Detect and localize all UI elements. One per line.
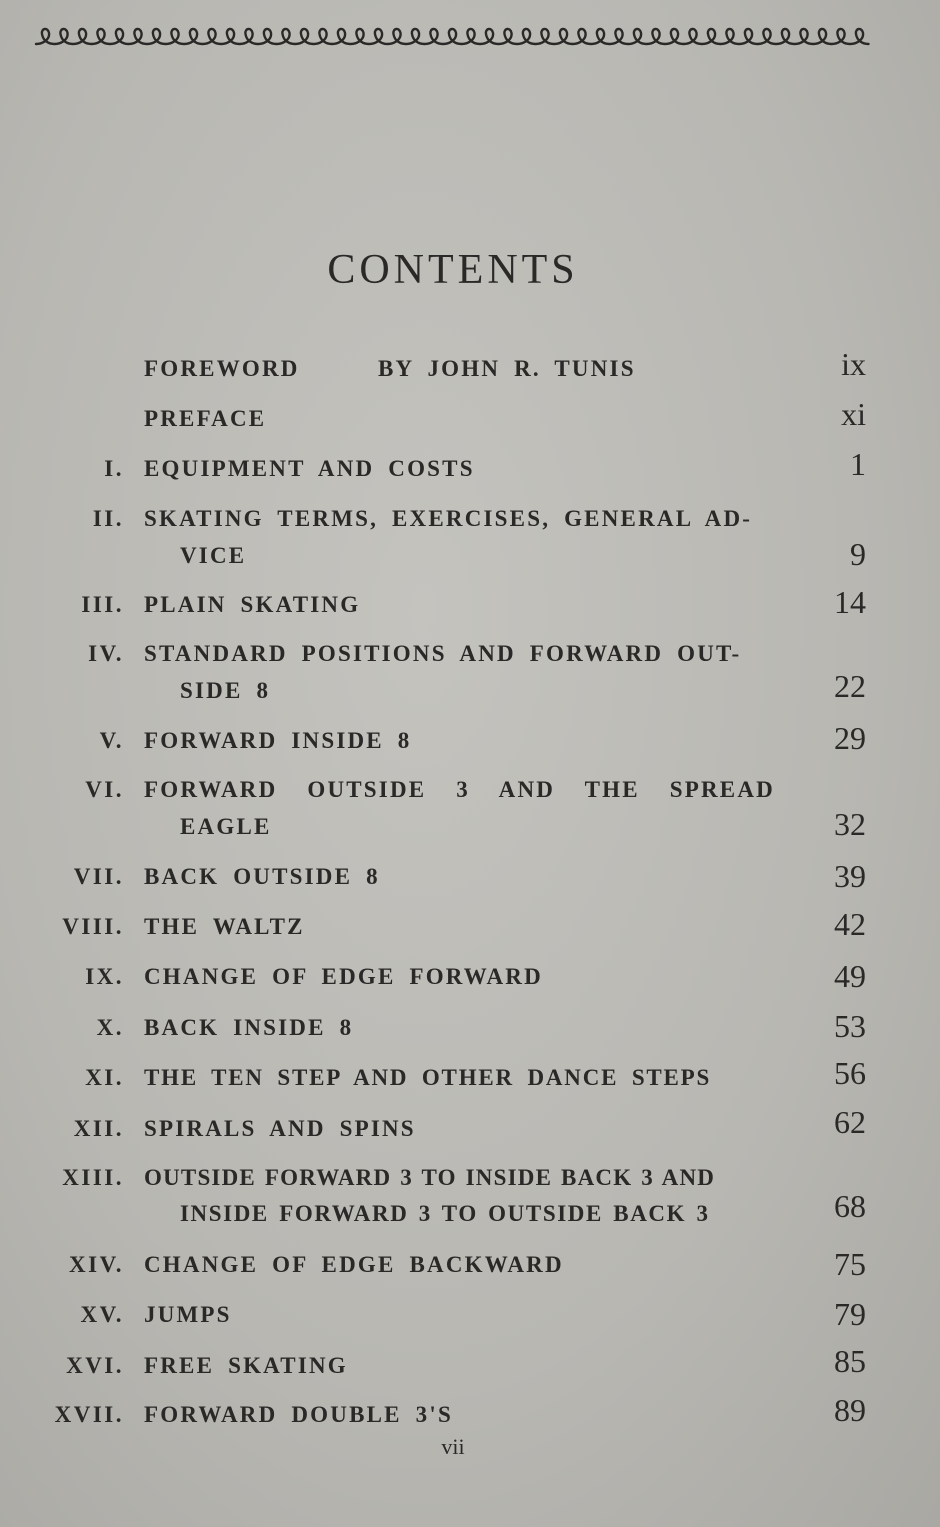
entry-number: XIII.	[62, 1165, 124, 1190]
entry-page: ix	[841, 346, 866, 382]
entry-page: 56	[834, 1055, 866, 1091]
entry-number: VI.	[85, 777, 124, 802]
entry-page: xi	[841, 396, 866, 432]
entry-number: XVI.	[66, 1353, 124, 1378]
entry-title-continuation: VICE	[180, 543, 247, 568]
entry-number: XI.	[85, 1065, 124, 1090]
entry-title: BACK INSIDE 8	[144, 1015, 354, 1040]
entry-title: FORWARD INSIDE 8	[144, 728, 412, 753]
entry-page: 42	[834, 906, 866, 942]
entry-title: FOREWORD	[144, 356, 300, 381]
entry-title: CHANGE OF EDGE BACKWARD	[144, 1252, 564, 1277]
entry-page: 75	[834, 1246, 866, 1282]
entry-title: THE TEN STEP AND OTHER DANCE STEPS	[144, 1065, 712, 1090]
decorative-loop-border	[34, 22, 870, 52]
entry-title: THE WALTZ	[144, 914, 305, 939]
page-title: CONTENTS	[327, 247, 579, 293]
page-number: vii	[441, 1434, 465, 1459]
entry-title: FORWARD OUTSIDE 3 AND THE SPREAD	[144, 777, 775, 802]
entry-number: XV.	[80, 1302, 124, 1327]
entry-number: II.	[92, 506, 124, 531]
entry-title-continuation: SIDE 8	[180, 678, 271, 703]
entry-page: 39	[834, 858, 866, 894]
entry-title: FREE SKATING	[144, 1353, 348, 1378]
entry-page: 53	[834, 1008, 866, 1044]
entry-title: BACK OUTSIDE 8	[144, 864, 380, 889]
entry-page: 9	[850, 536, 866, 572]
entry-page: 79	[834, 1296, 866, 1332]
entry-page: 29	[834, 720, 866, 756]
entry-number: IX.	[85, 964, 124, 989]
entry-title: SKATING TERMS, EXERCISES, GENERAL AD-	[144, 506, 753, 531]
entry-title: CHANGE OF EDGE FORWARD	[144, 964, 543, 989]
entry-page: 22	[834, 668, 866, 704]
entry-title: PREFACE	[144, 406, 267, 431]
entry-page: 14	[834, 584, 866, 620]
entry-title: EQUIPMENT AND COSTS	[144, 456, 475, 481]
entry-number: V.	[99, 728, 124, 753]
entry-number: XVII.	[54, 1402, 124, 1427]
entry-page: 62	[834, 1104, 866, 1140]
entry-number: XII.	[73, 1116, 124, 1141]
entry-page: 68	[834, 1188, 866, 1224]
entry-title: PLAIN SKATING	[144, 592, 361, 617]
entry-title: JUMPS	[144, 1302, 232, 1327]
entry-number: I.	[104, 456, 124, 481]
entry-number: III.	[81, 592, 124, 617]
entry-number: VIII.	[62, 914, 124, 939]
entry-page: 32	[834, 806, 866, 842]
entry-title: STANDARD POSITIONS AND FORWARD OUT-	[144, 641, 742, 666]
entry-page: 49	[834, 958, 866, 994]
entry-title-continuation: INSIDE FORWARD 3 TO OUTSIDE BACK 3	[180, 1201, 710, 1226]
entry-number: X.	[96, 1015, 124, 1040]
entry-page: 85	[834, 1343, 866, 1379]
entry-title: FORWARD DOUBLE 3'S	[144, 1402, 453, 1427]
entry-page: 1	[850, 446, 866, 482]
entry-byline: BY JOHN R. TUNIS	[378, 356, 636, 381]
entry-page: 89	[834, 1392, 866, 1428]
entry-title-continuation: EAGLE	[180, 814, 272, 839]
entry-title: SPIRALS AND SPINS	[144, 1116, 416, 1141]
entry-number: IV.	[88, 641, 124, 666]
entry-number: VII.	[73, 864, 124, 889]
entry-title: OUTSIDE FORWARD 3 TO INSIDE BACK 3 AND	[144, 1165, 716, 1190]
entry-number: XIV.	[69, 1252, 124, 1277]
